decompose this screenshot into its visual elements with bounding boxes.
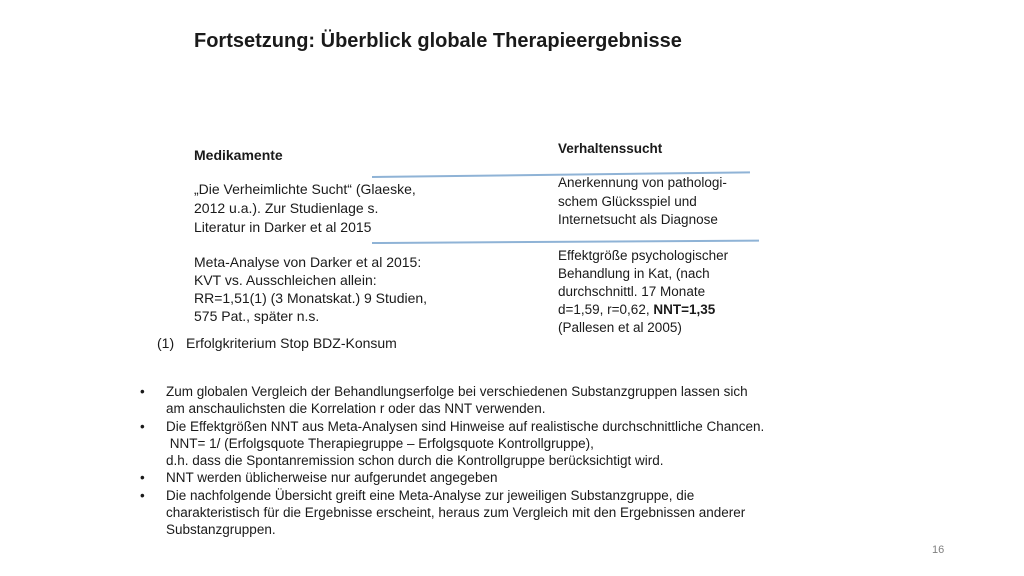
right-para2-line: (Pallesen et al 2005) (558, 320, 682, 335)
list-item (140, 418, 765, 435)
bullet-list (140, 383, 765, 539)
right-para2-line: durchschnittl. 17 Monate (558, 284, 706, 299)
list-item-continuation (140, 452, 738, 469)
footnote-number: (1) (157, 335, 175, 351)
right-para1-line: Internetsucht als Diagnose (558, 212, 718, 227)
left-heading: Medikamente (194, 147, 283, 163)
bullet-line: NNT= 1/ (Erfolgsquote Therapiegruppe – Erfolgsquote Kontrollgruppe), (166, 435, 594, 451)
list-item-continuation (140, 521, 738, 538)
effect-values: d=1,59, r=0,62, (558, 302, 654, 317)
bullet-line: d.h. dass die Spontanremission schon durch die Kontrollgruppe berücksichtigt wird. (166, 453, 664, 469)
bullet-marker: • (140, 384, 145, 399)
bullet-line: Die nachfolgende Übersicht greift eine Meta-Analyse zur jeweiligen Substanzgruppe, die (166, 487, 695, 503)
slide-title: Fortsetzung: Überblick globale Therapieergebnisse (194, 30, 682, 52)
nnt-value: NNT=1,35 (653, 302, 716, 317)
left-para1-line: Literatur in Darker et al 2015 (194, 219, 372, 235)
left-para2-line: KVT vs. Ausschleichen allein: (194, 272, 377, 288)
left-para2-line: Meta-Analyse von Darker et al 2015: (194, 254, 422, 270)
list-item-continuation (140, 435, 738, 452)
right-para1-line: schem Glücksspiel und (558, 194, 697, 209)
list-item-continuation (140, 504, 746, 521)
right-para2-line: Effektgröße psychologischer (558, 248, 729, 263)
bullet-line: NNT werden üblicherweise nur aufgerundet angegeben (166, 470, 498, 486)
bullet-marker: • (140, 470, 145, 486)
left-para2-line: RR=1,51(1) (3 Monatskat.) 9 Studien, (194, 290, 428, 306)
left-para1-line: 2012 u.a.). Zur Studienlage s. (194, 200, 379, 216)
bullet-line: Substanzgruppen. (166, 522, 276, 538)
right-para1-line: Anerkennung von pathologi- (558, 175, 727, 190)
bullet-marker: • (140, 418, 145, 434)
bullet-marker: • (140, 487, 145, 503)
page-number: 16 (932, 544, 945, 556)
left-para2-line: 575 Pat., später n.s. (194, 308, 320, 324)
list-item-continuation (140, 400, 738, 417)
divider-line (372, 240, 759, 244)
bullet-line: Die Effektgrößen NNT aus Meta-Analysen sind Hinweise auf realistische durchschnittliche Chancen. (166, 418, 765, 434)
list-item (140, 487, 738, 504)
bullet-line: charakteristisch für die Ergebnisse erscheint, heraus zum Vergleich mit den Ergebnissen anderer (166, 505, 746, 521)
footnote-text: Erfolgkriterium Stop BDZ-Konsum (186, 335, 397, 351)
right-heading: Verhaltenssucht (558, 141, 663, 156)
bullet-line: am anschaulichsten die Korrelation r oder das NNT verwenden. (166, 401, 546, 417)
right-para2-line: Behandlung in Kat, (nach (558, 266, 710, 281)
right-para2-line (558, 301, 715, 320)
list-item (140, 383, 748, 400)
bullet-line: Zum globalen Vergleich der Behandlungserfolge bei verschiedenen Substanzgruppen lassen sich (166, 384, 748, 399)
left-para1-line: „Die Verheimlichte Sucht“ (Glaeske, (194, 181, 416, 197)
list-item (140, 469, 738, 486)
